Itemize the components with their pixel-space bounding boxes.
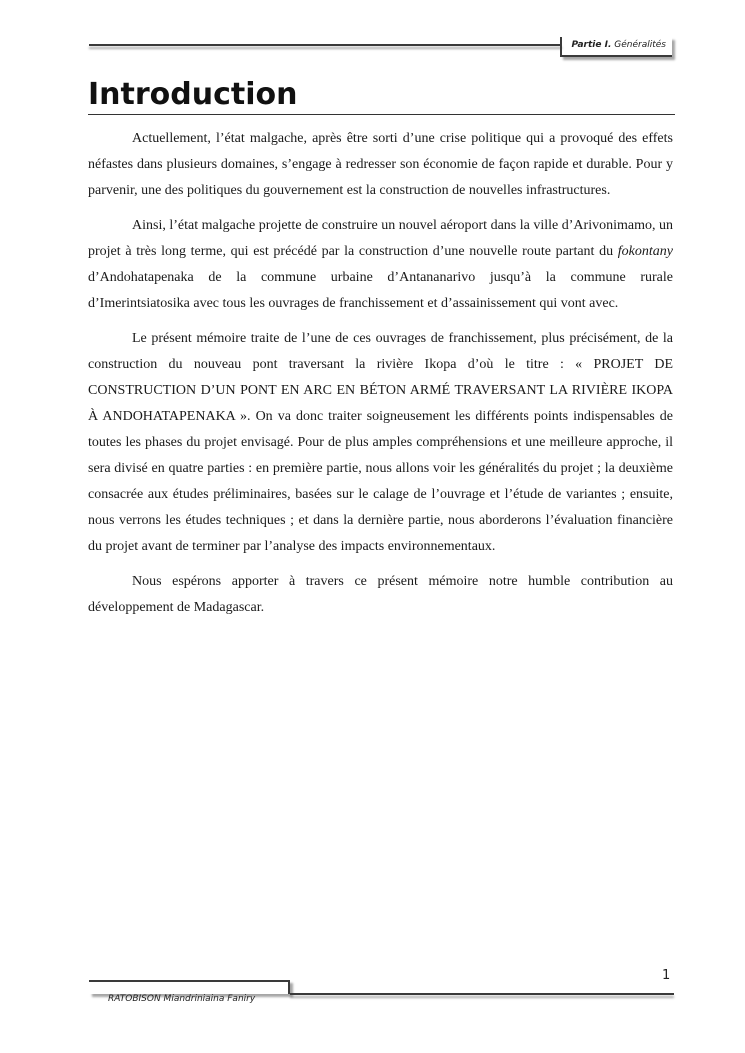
paragraph-2-end: d’Andohatapenaka de la commune urbaine d’Antananarivo jusqu’à la commune rurale d’Imerintsiatosika avec tous les ouvrages de franchissement et d’assainissement qui vont avec.: [88, 270, 673, 311]
footer-box: [89, 980, 290, 994]
fokontany-term: fokontany: [617, 244, 673, 259]
footer-rule: [290, 993, 674, 995]
paragraph-2-start: Ainsi, l’état malgache projette de construire un nouvel aéroport dans la ville d’Arivonimamo, un projet à très long terme, qui est précédé par la construction d’une nouvelle route partant du: [88, 218, 673, 259]
author-name: RATOBISON Miandriniaina Faniry: [108, 994, 256, 1004]
page-number: 1: [662, 968, 671, 983]
chapter-title: Introduction: [88, 76, 675, 115]
running-header-label: [571, 40, 666, 50]
header-rule: [89, 44, 562, 46]
paragraph-1: Actuellement, l’état malgache, après être sorti d’une crise politique qui a provoqué des effets néfastes dans plusieurs domaines, s’engage à redresser son économie de façon rapide et durable. Pour y parvenir, une des politiques du gouvernement est la construction de nouvelles infrastructures.: [88, 131, 673, 198]
running-header: [560, 37, 672, 57]
body-text: [88, 126, 673, 630]
paragraph-3: Le présent mémoire traite de l’une de ces ouvrages de franchissement, plus précisément, de la construction du nouveau pont traversant la rivière Ikopa d’où le titre : « PROJET DE CONSTRUCTION D’UN PONT EN ARC EN BÉTON ARMÉ TRAVERSANT LA RIVIÈRE IKOPA À ANDOHATAPENAKA ». On va donc traiter soigneusement les différents points indispensables de toutes les phases du projet envisagé. Pour de plus amples compréhensions et une meilleure approche, il sera divisé en quatre parties : en première partie, nous allons voir les généralités du projet ; la deuxième consacrée aux études préliminaires, basées sur le calage de l’ouvrage et l’étude de variantes ; ensuite, nous verrons les études techniques ; et dans la dernière partie, nous aborderons l’évaluation financière du projet avant de terminer par l’analyse des impacts environnementaux.: [88, 331, 673, 554]
paragraph-4: Nous espérons apporter à travers ce présent mémoire notre humble contribution au développement de Madagascar.: [88, 574, 673, 615]
part-label: Partie I.: [571, 40, 612, 50]
section-label: Généralités: [614, 40, 666, 50]
paragraph-2: [88, 213, 673, 317]
